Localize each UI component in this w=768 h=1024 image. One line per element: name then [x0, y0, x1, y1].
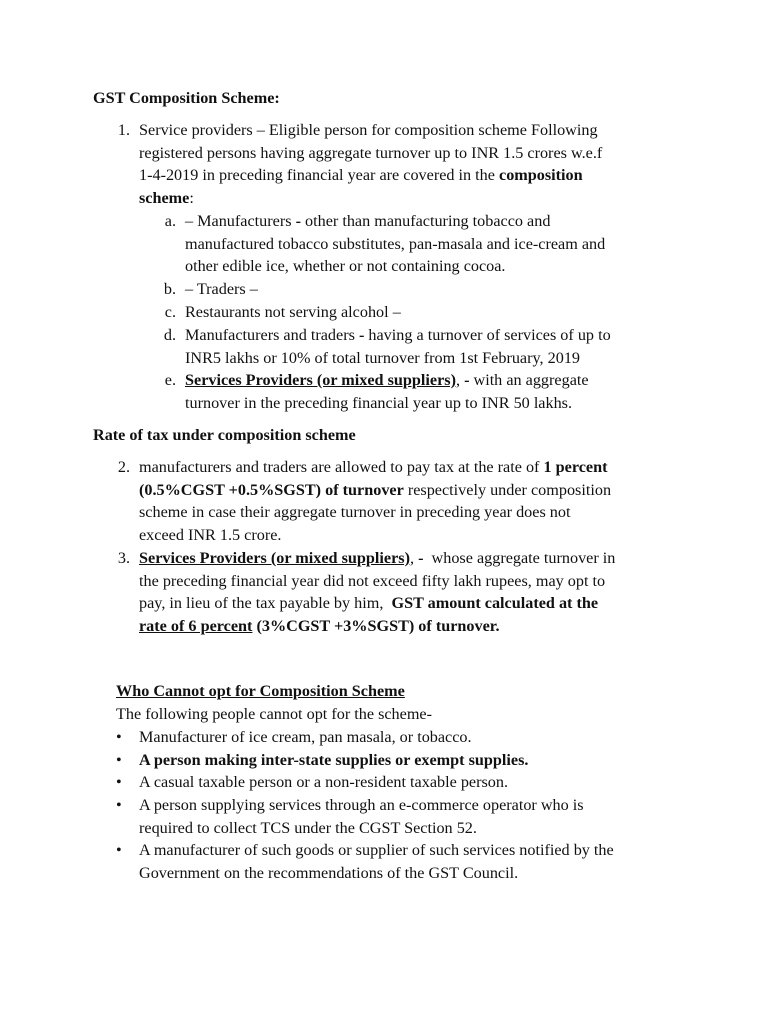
bullet-icon: • — [116, 841, 122, 859]
bullet-item: A person making inter-state supplies or exempt supplies. — [139, 751, 529, 769]
sublist-item-d — [185, 324, 685, 369]
bold-underlined-text: Services Providers (or mixed suppliers) — [185, 371, 456, 389]
sublist-item-line: other edible ice, whether or not containing cocoa. — [185, 257, 506, 276]
list-item-3-line — [139, 547, 684, 570]
bold-text: (0.5%CGST +0.5%SGST) of turnover — [139, 480, 404, 499]
bullet-icon: • — [116, 773, 122, 791]
list-item-3-line: the preceding financial year did not exceed fifty lakh rupees, may opt to — [139, 571, 606, 590]
bold-underlined-text: rate of 6 percent — [139, 616, 253, 635]
text: whose aggregate turnover in — [423, 549, 616, 567]
bullet-item: A casual taxable person or a non-resident taxable person. — [139, 773, 509, 791]
intro-text: The following people cannot opt for the scheme- — [116, 705, 433, 723]
list-item-3-line — [139, 592, 684, 615]
bold-text: - — [418, 549, 424, 567]
list-number-1: 1. — [117, 121, 130, 139]
list-number-2: 2. — [117, 458, 130, 476]
bullet-item — [139, 794, 689, 839]
sublist-item-a — [185, 210, 685, 278]
sublist-item-line: turnover in the preceding financial year up to INR 50 lakhs. — [185, 393, 573, 412]
list-item-1-line: Service providers – Eligible person for composition scheme Following — [139, 121, 598, 139]
bold-text: scheme — [139, 188, 190, 207]
text: with an aggregate — [469, 371, 589, 389]
bold-text: - — [464, 371, 470, 389]
sublist-marker-b: b. — [163, 280, 176, 298]
sublist-item-b: – Traders – — [185, 280, 258, 298]
sublist-item-line — [185, 324, 685, 347]
sublist-item-e — [185, 369, 685, 414]
bold-text: composition — [499, 166, 583, 185]
list-item-3-line — [139, 615, 684, 638]
text: Manufacturers and traders — [185, 326, 359, 344]
text: , — [409, 549, 419, 567]
bullet-item: Manufacturer of ice cream, pan masala, or tobacco. — [139, 728, 472, 746]
list-item-1-line: registered persons having aggregate turnover up to INR 1.5 crores w.e.f — [139, 143, 603, 162]
bullet-item-line: Government on the recommendations of the GST Council. — [139, 863, 519, 882]
list-number-3: 3. — [117, 549, 130, 567]
bold-text: (3%CGST +3%SGST) of turnover. — [252, 616, 500, 635]
sublist-item-line: manufactured tobacco substitutes, pan-masala and ice-cream and — [185, 234, 606, 253]
section-heading-who-cannot-opt: Who Cannot opt for Composition Scheme — [116, 682, 405, 700]
sublist-marker-e: e. — [164, 371, 176, 389]
bold-text: - — [295, 212, 301, 230]
bullet-item-line: A manufacturer of such goods or supplier of such services notified by the — [139, 841, 614, 859]
text: pay, in lieu of the tax payable by him, — [139, 594, 392, 613]
section-heading-composition-scheme: GST Composition Scheme: — [93, 89, 280, 107]
list-item-1-line — [139, 187, 679, 210]
text: 1-4-2019 in preceding financial year are covered in the — [139, 166, 500, 185]
sublist-item-line — [185, 210, 685, 233]
bullet-icon: • — [116, 751, 122, 769]
list-item-2-line — [139, 456, 684, 479]
sublist-item-c: Restaurants not serving alcohol – — [185, 303, 401, 321]
text: – Manufacturers — [185, 212, 296, 230]
text: other than manufacturing tobacco and — [300, 212, 551, 230]
list-item-2-line — [139, 479, 684, 502]
bullet-item-line: required to collect TCS under the CGST Section 52. — [139, 818, 477, 837]
bullet-item-line: A person supplying services through an e-commerce operator who is — [139, 796, 584, 814]
bullet-item — [139, 839, 699, 884]
list-item-2 — [139, 456, 684, 546]
sublist-item-line: INR5 lakhs or 10% of total turnover from 1st February, 2019 — [185, 348, 581, 367]
sublist-item-line — [185, 369, 685, 392]
text: having a turnover of services of up to — [364, 326, 611, 344]
list-item-3 — [139, 547, 684, 637]
sublist-marker-c: c. — [164, 303, 176, 321]
list-item-2-line: scheme in case their aggregate turnover in preceding year does not — [139, 503, 571, 522]
sublist-marker-d: d. — [163, 326, 176, 344]
section-heading-rate-of-tax: Rate of tax under composition scheme — [93, 426, 356, 444]
sublist-marker-a: a. — [164, 212, 176, 230]
text: , — [455, 371, 465, 389]
text: manufacturers and traders are allowed to pay tax at the rate of — [139, 458, 544, 476]
text: : — [189, 188, 194, 207]
list-item-1-line — [139, 164, 679, 187]
list-item-1 — [139, 119, 679, 209]
bold-text: 1 percent — [543, 458, 608, 476]
bold-underlined-text: Services Providers (or mixed suppliers) — [139, 549, 410, 567]
text: respectively under composition — [403, 480, 612, 499]
bold-text: GST amount calculated at the — [391, 594, 599, 613]
bullet-icon: • — [116, 796, 122, 814]
list-item-2-line: exceed INR 1.5 crore. — [139, 525, 282, 544]
bullet-icon: • — [116, 728, 122, 746]
bold-text: - — [358, 326, 365, 344]
